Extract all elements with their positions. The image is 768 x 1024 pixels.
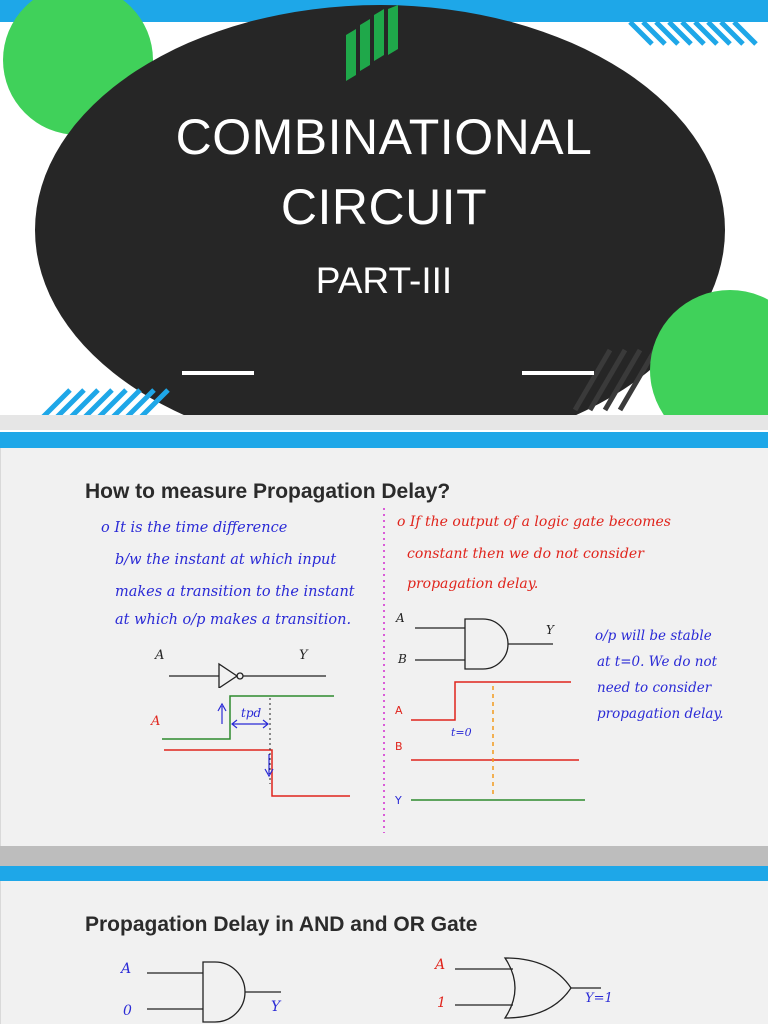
note-line: b/w the instant at which input <box>115 552 337 568</box>
slide-divider <box>0 432 768 448</box>
title-slide <box>0 0 768 430</box>
title-line-1: COMBINATIONAL <box>175 109 593 165</box>
slide-heading: How to measure Propagation Delay? <box>85 480 451 503</box>
and-gate-timing-diagram <box>401 676 591 806</box>
note-line: propagation delay. <box>407 576 539 592</box>
note-line: at t=0. We do not <box>597 654 718 670</box>
note-line: o It is the time difference <box>101 520 288 536</box>
note-line: at which o/p makes a transition. <box>115 612 352 628</box>
note-line: constant then we do not consider <box>407 546 644 562</box>
and-gate-input-b-label: 0 <box>123 1003 132 1019</box>
or-gate-input-a-label: A <box>435 957 446 973</box>
not-gate-input-label: A <box>155 648 165 663</box>
and-or-gate-slide <box>0 881 768 1024</box>
and-gate-output-label: Y <box>546 623 554 637</box>
not-gate-diagram <box>151 648 361 688</box>
note-line: need to consider <box>597 680 712 696</box>
note-line: propagation delay. <box>597 706 724 722</box>
and-gate-output-label: Y <box>271 999 281 1015</box>
logo-icon <box>340 5 410 85</box>
t-zero-label: t=0 <box>451 726 472 739</box>
and-gate-input-a-label: A <box>396 611 405 625</box>
title-line-2: CIRCUIT <box>280 179 488 235</box>
note-line: makes a transition to the instant <box>115 584 355 600</box>
slide-heading: Propagation Delay in AND and OR Gate <box>85 913 478 936</box>
not-gate-timing-diagram <box>156 684 366 804</box>
or-gate-diagram <box>451 955 611 1024</box>
propagation-delay-slide <box>0 448 768 846</box>
tpd-label: tpd <box>241 706 262 720</box>
slide-divider <box>0 866 768 881</box>
wave-a-label: A <box>395 704 403 717</box>
subtitle: PART-III <box>315 260 453 301</box>
column-separator <box>376 508 396 838</box>
and-gate-input-b-label: B <box>398 652 407 666</box>
slide-gap <box>0 846 768 866</box>
timing-input-label: A <box>151 714 161 729</box>
not-gate-output-label: Y <box>299 648 308 663</box>
note-line: o/p will be stable <box>595 628 712 644</box>
and-gate-diagram <box>141 959 291 1024</box>
or-gate-input-b-label: 1 <box>437 995 446 1011</box>
or-gate-output-label: Y=1 <box>585 991 613 1006</box>
wave-y-label: Y <box>395 794 402 807</box>
wave-b-label: B <box>395 740 403 753</box>
note-line: o If the output of a logic gate becomes <box>397 514 671 530</box>
and-gate-input-a-label: A <box>121 961 132 977</box>
